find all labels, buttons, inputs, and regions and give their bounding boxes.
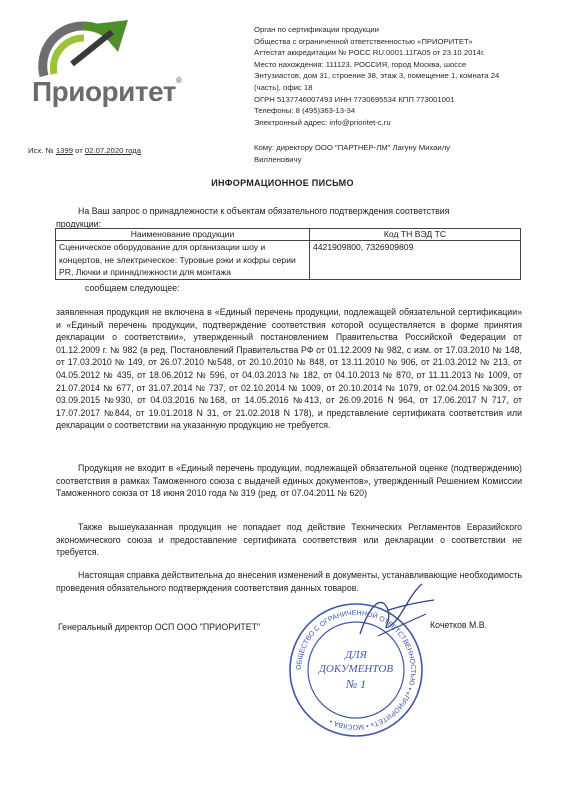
result-intro: сообщаем следующее: [85, 283, 180, 293]
outgoing-reference: Исх. № 1399 от 02.07.2020 года [28, 146, 142, 155]
paragraph-4: Настоящая справка действительна до внесения изменений в документы, устанавливающие необходимость проведения обязательного подтверждения соответствия данных товаров. [56, 570, 522, 593]
header-product-name: Наименование продукции [56, 229, 310, 241]
intro-line: На Ваш запрос о принадлежности к объектам обязательного подтверждения соответствия [78, 206, 450, 216]
header-hs-code: Код ТН ВЭД ТС [310, 229, 521, 241]
stamp-text-2: ДОКУМЕНТОВ [318, 663, 394, 675]
paragraph-3: Также вышеуказанная продукция не попадает под действие Технических Регламентов Евразийского экономического союза и предоставление сертификата соответствия или декларации о соответствии не требуется. [56, 522, 522, 558]
recipient: Кому: директору ООО "ПАРТНЕР-ЛМ" Лагуну Михаилу Вилленовичу [254, 143, 451, 164]
logo-arrow-icon [32, 14, 142, 84]
org-line: Энтузиастов, дом 31, строение 38, этаж 3, помещение 1, комната 24 [254, 71, 500, 81]
signatory-name: Кочетков М.В. [430, 620, 488, 630]
intro-line-2: продукции: [56, 219, 102, 229]
product-name-cell: Сценическое оборудование для организации шоу и концертов, не электрическое: Туровые рэки и кофры серии PR, Лючки и принадлежности для монтажа [56, 241, 310, 280]
org-line: Общества с ограниченной ответственностью «ПРИОРИТЕТ» [254, 36, 473, 46]
table-header-row [56, 229, 521, 241]
paragraph-1: заявленная продукция не включена в «Единый перечень продукции, подлежащей обязательной сертификации» и «Единый перечень продукции, подтверждение соответствия которой осуществляется в форме принятия декларации о соответствии», утвержденный постановлением Правительства Российской Федерации от 01.12.2009 г. № 982 (в ред. Постановлений Правительства РФ от 01.12.2009 № 982, с изм. от 17.03.2010 № 148, от 17.03.2010 № 149, от 26.07.2010 №548, от 20.10.2010 № 848, от 13.11.2010 № 906, от 21.03.2012 № 213, от 04.05.2012 № 435, от 18.06.2012 № 596, от 04.03.2013 № 182, от 04.10.2013 № 870, от 11.11.2013 № 1009, от 21.07.2014 № 677, от 31.07.2014 № 737, от 02.10.2014 № 1009, от 20.10.2014 № 1079, от 02.04.2015 №309, от 03.09.2015 №930, от 04.03.2016 №168, от 14.05.2016 №413, от 26.09.2016 N 964, от 17.06.2017 N 717, от 17.07.2017 №844, от 19.01.2018 N 31, от 21.02.2018 N 178), и представление сертификата соответствия или декларации о соответствии на указанную продукцию не требуется. [56, 307, 522, 431]
letter-title: ИНФОРМАЦИОННОЕ ПИСЬМО [211, 178, 354, 188]
paragraph-2: Продукция не входит в «Единый перечень продукции, подлежащей обязательной оценке (подтверждению) соответствия в рамках Таможенного союза с выдачей единых документов», утвержденный Решением Комиссии Таможенного союза от 18 июня 2010 года № 319 (ред. от 07.04.2011 № 620) [56, 463, 522, 499]
logo-wordmark: Приоритет® [32, 76, 182, 107]
table-row [56, 241, 521, 280]
stamp-text-1: ДЛЯ [345, 649, 367, 661]
org-line: Место нахождения: 111123, РОССИЯ, город Москва, шоссе [254, 59, 467, 69]
org-email: Электронный адрес: info@prioritet-c.ru [254, 117, 391, 127]
org-line: (часть), офис 18 [254, 82, 313, 92]
org-line: Телефоны: 8 (495)363-13-34 [254, 106, 356, 116]
handwritten-signature [330, 574, 440, 650]
stamp-ring-text: ОБЩЕСТВО С ОГРАНИЧЕННОЙ ОТВЕТСТВЕННОСТЬЮ • «ПРИОРИТЕТ» • МОСКВА • [295, 609, 417, 731]
reference-number: 1399 [55, 146, 73, 155]
org-line: Орган по сертификации продукции [254, 25, 379, 34]
company-logo [32, 14, 202, 110]
org-line: ОГРН 5137746007493 ИНН 7730695534 КПП 773001001 [254, 94, 455, 104]
org-line: Аттестат аккредитации № РОСС RU.0001.11ГА05 от 23.10.2014г. [254, 48, 485, 58]
product-table [55, 228, 521, 280]
reference-date: 02.07.2020 года [84, 146, 142, 155]
organization-details [254, 24, 544, 128]
signatory-title: Генеральный директор ОСП ООО "ПРИОРИТЕТ" [58, 622, 261, 632]
stamp-text-3: № 1 [345, 677, 367, 691]
hs-code-cell: 4421909800, 7326909809 [310, 241, 521, 280]
